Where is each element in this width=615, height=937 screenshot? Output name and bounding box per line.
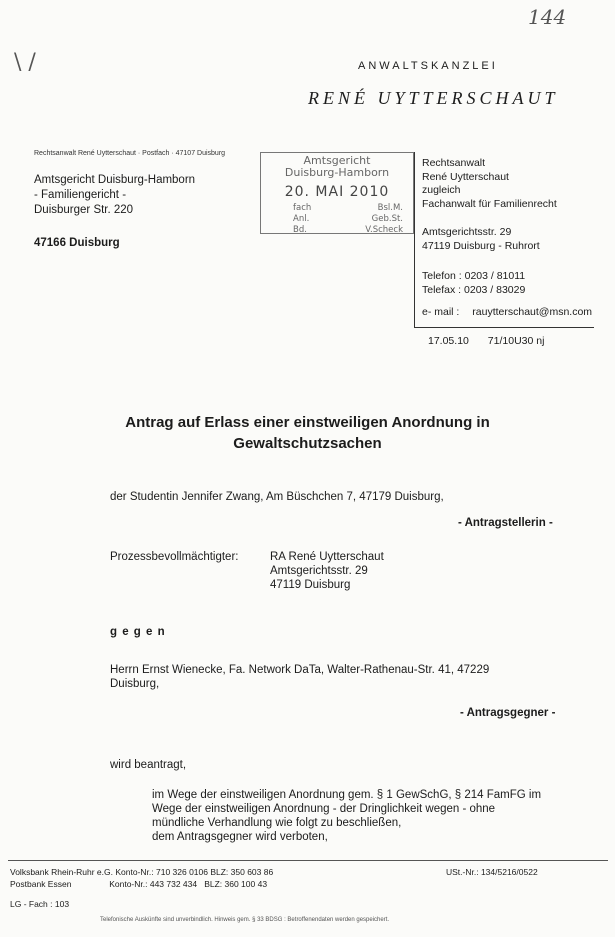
request-text [152, 788, 541, 844]
document-date: 17.05.10 [428, 335, 469, 347]
lawyer-phone: Telefon : 0203 / 81011 [422, 270, 526, 282]
respondent-role: - Antragsgegner - [460, 707, 556, 719]
file-reference: 71/10U30 nj [487, 335, 545, 347]
footer-vat: USt.-Nr.: 134/5216/0522 [446, 867, 538, 877]
stamp-row: fach Bsl.M. [293, 203, 403, 213]
lawyer-fax: Telefax : 0203 / 83029 [422, 283, 526, 296]
request-line-2: Wege der einstweiligen Anordnung - der Dringlichkeit wegen - ohne [152, 803, 496, 815]
margin-mark-handwritten: \ / [14, 50, 36, 75]
lawyer-email-row [422, 306, 592, 320]
lawyer-contact [422, 270, 525, 297]
stamp-court-line-1: Amtsgericht [303, 154, 371, 167]
lawyer-name: René Uytterschaut [422, 170, 509, 183]
counsel-block [270, 550, 384, 592]
lawyer-street: Amtsgerichtsstr. 29 [422, 226, 512, 238]
court-received-stamp [260, 152, 414, 234]
sender-line: Rechtsanwalt René Uytterschaut · Postfach · 47107 Duisburg [34, 150, 226, 157]
right-column-divider [414, 152, 415, 327]
footer-bank-1: Volksbank Rhein-Ruhr e.G. Konto-Nr.: 710 326 0106 BLZ: 350 603 86 [10, 867, 274, 877]
applicant-text: der Studentin Jennifer Zwang, Am Büschchen 7, 47179 Duisburg, [110, 491, 444, 503]
lawyer-also: zugleich [422, 184, 461, 196]
lawyer-info [422, 157, 557, 211]
firm-label: ANWALTSKANZLEI [358, 60, 498, 72]
respondent-line-1: Herrn Ernst Wienecke, Fa. Network DaTa, Walter-Rathenau-Str. 41, 47229 [110, 664, 490, 676]
document-date-reference [428, 335, 544, 349]
recipient-line-1: Amtsgericht Duisburg-Hamborn [34, 174, 196, 186]
right-column-divider-bottom [414, 327, 594, 328]
recipient-line-2: - Familiengericht - [34, 189, 127, 201]
against-heading: g e g e n [110, 626, 166, 638]
applicant-role: - Antragstellerin - [458, 517, 553, 529]
lawyer-specialty: Fachanwalt für Familienrecht [422, 197, 557, 210]
lawyer-address [422, 226, 540, 253]
stamp-row: Anl. Geb.St. [293, 214, 403, 224]
lawyer-title: Rechtsanwalt [422, 157, 486, 169]
recipient-line-3: Duisburger Str. 220 [34, 204, 134, 216]
counsel-city: 47119 Duisburg [270, 579, 351, 591]
request-intro: wird beantragt, [110, 759, 187, 771]
respondent-line-2: Duisburg, [110, 678, 160, 690]
page-number-handwritten: 144 [528, 5, 567, 29]
stamp-date: 20. MAI 2010 [284, 184, 390, 200]
document-title [0, 412, 615, 454]
counsel-label: Prozessbevollmächtigter: [110, 551, 239, 563]
footer-notice: Telefonische Auskünfte sind unverbindlich. Hinweis gem. § 33 BDSG : Betroffenendaten werden gespeichert. [100, 917, 390, 923]
stamp-court-line-2: Duisburg-Hamborn [284, 166, 390, 179]
recipient-city: 47166 Duisburg [34, 237, 120, 249]
email-label: e- mail : [422, 306, 460, 318]
stamp-row: Bd. V.Scheck [293, 225, 403, 235]
email-address: rauytterschaut@msn.com [472, 306, 593, 318]
lawyer-city: 47119 Duisburg - Ruhrort [422, 239, 540, 252]
firm-name: RENÉ UYTTERSCHAUT [308, 88, 559, 108]
request-line-1: im Wege der einstweiligen Anordnung gem. § 1 GewSchG, § 214 FamFG im [152, 789, 542, 801]
counsel-street: Amtsgerichtsstr. 29 [270, 565, 368, 577]
request-line-4: dem Antragsgegner wird verboten, [152, 831, 328, 843]
recipient-address [34, 173, 195, 218]
request-line-3: mündliche Verhandlung wie folgt zu beschließen, [152, 817, 402, 829]
footer-divider [8, 860, 608, 861]
respondent-block [110, 663, 489, 691]
title-line-1: Antrag auf Erlass einer einstweiligen Anordnung in [125, 414, 490, 431]
title-line-2: Gewaltschutzsachen [233, 435, 382, 452]
counsel-name: RA René Uytterschaut [270, 551, 384, 563]
footer-court-box: LG - Fach : 103 [10, 899, 70, 909]
footer-bank-2: Postbank Essen Konto-Nr.: 443 732 434 BLZ: 360 100 43 [10, 879, 268, 889]
